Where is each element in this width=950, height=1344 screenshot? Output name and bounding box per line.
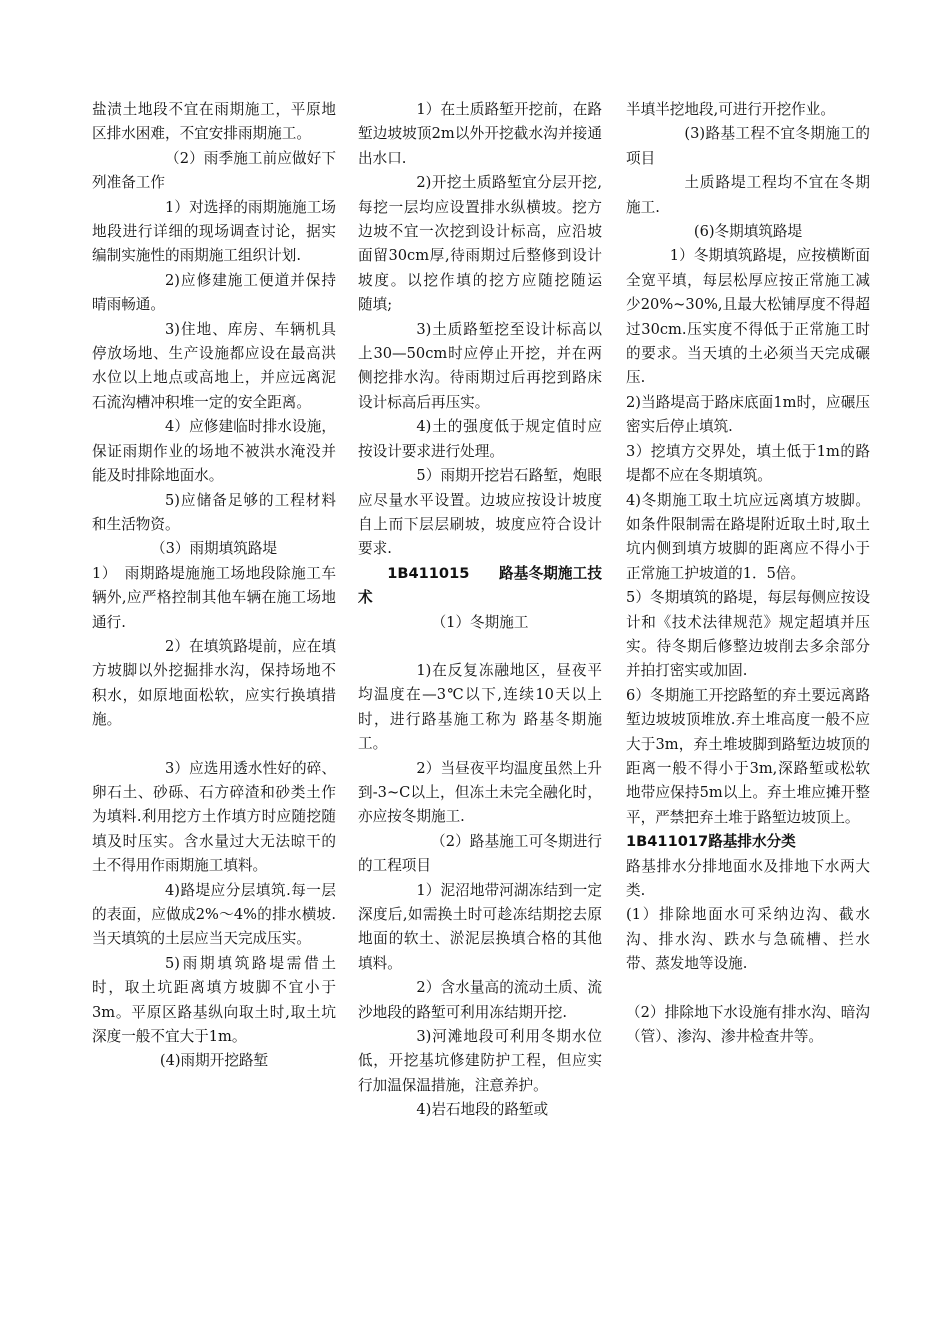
paragraph: 4)冬期施工取土坑应远离填方坡脚。如条件限制需在路堤附近取土时,取土坑内侧到填方坡脚的距离应不得小于正常施工护坡道的1．5倍。: [626, 491, 870, 582]
paragraph: (4)雨期开挖路堑: [159, 1052, 269, 1070]
paragraph: 4)土的强度低于规定值时应按设计要求进行处理。: [358, 418, 602, 460]
text-column-1: [92, 98, 336, 1074]
paragraph: （2）雨季施工前应做好下列准备工作: [92, 149, 336, 192]
section-heading: 1B411015 路基冬期施工技术: [358, 564, 602, 607]
paragraph: 4)岩石地段的路堑或: [416, 1101, 549, 1119]
paragraph: 1）在土质路堑开挖前，在路堑边坡坡顶2m以外开挖截水沟并接通出水口.: [358, 101, 602, 167]
paragraph: (6)冬期填筑路堤: [693, 223, 803, 241]
paragraph: 2)应修建施工便道并保持晴雨畅通。: [92, 271, 336, 314]
paragraph: 1）对选择的雨期施施工场地段进行详细的现场调查讨论，据实编制实施性的雨期施工组织计划.: [92, 198, 336, 265]
paragraph: （1）冬期施工: [431, 613, 529, 631]
paragraph: 1） 雨期路堤施施工场地段除施工车辆外,应严格控制其他车辆在施工场地通行.: [92, 564, 336, 631]
paragraph: 1）冬期填筑路堤，应按横断面全宽平填，每层松厚应按正常施工减少20%~30%,且最大松铺厚度不得超过30cm.压实度不得低于正常施工时的要求。当天填的土必须当天完成碾压.: [626, 247, 870, 387]
paragraph: 1）泥沼地带河湖冻结到一定深度后,如需换土时可趁冻结期挖去原地面的软土、淤泥层换填合格的其他填料。: [358, 881, 602, 972]
paragraph: 4）应修建临时排水设施，保证雨期作业的场地不被洪水淹没并能及时排除地面水。: [92, 418, 336, 485]
spacer: [626, 977, 870, 1001]
paragraph: 2）在填筑路堤前，应在填方坡脚以外挖掘排水沟，保持场地不积水，如原地面松软，应实行换填措施。: [92, 637, 336, 729]
paragraph: （3）雨期填筑路堤: [150, 540, 278, 558]
paragraph: 1)在反复冻融地区，昼夜平均温度在—3℃以下,连续10天以上时，进行路基施工称为 路基冬期施工。: [358, 661, 602, 753]
paragraph: 2）当昼夜平均温度虽然上升到-3~C以上，但冻土未完全融化时，亦应按冬期施工.: [358, 759, 602, 826]
spacer: [358, 635, 602, 659]
section-heading: 1B411017路基排水分类: [626, 833, 796, 851]
text-column-2: [358, 98, 617, 1123]
paragraph: 土质路堤工程均不宜在冬期施工.: [626, 174, 870, 216]
paragraph: (3)路基工程不宜冬期施工的项目: [626, 125, 870, 167]
paragraph: 3)河滩地段可利用冬期水位低，开挖基坑修建防护工程，但应实行加温保温措施，注意养护。: [358, 1028, 602, 1094]
paragraph: （2）路基施工可冬期进行的工程项目: [358, 832, 602, 875]
paragraph: 6）冬期施工开挖路堑的弃土要远离路堑边坡坡顶堆放.弃土堆高度一般不应大于3m，弃土堆坡脚到路堑边坡顶的距离一般不得小于3m,深路堑或松软地带应保持5m以上。弃土堆应摊开整平，严禁把弃土堆于路堑边坡顶上。: [626, 686, 870, 826]
paragraph: 3）挖填方交界处，填土低于1m的路堤都不应在冬期填筑。: [626, 442, 870, 485]
paragraph: 2)开挖土质路堑宜分层开挖,每挖一层均应设置排水纵横坡。挖方边坡不宜一次挖到设计标高，应沿坡面留30cm厚,待雨期过后整修到设计坡度。以挖作填的挖方应随挖随运 随填;: [358, 174, 617, 314]
paragraph: (1）排除地面水可采纳边沟、截水沟、排水沟、跌水与急硫槽、拦水带、蒸发地等设施.: [626, 906, 870, 973]
paragraph: 2)当路堤高于路床底面1m时，应碾压密实后停止填筑.: [626, 393, 870, 436]
paragraph: 2）含水量高的流动土质、流沙地段的路堑可利用冻结期开挖.: [358, 979, 602, 1021]
paragraph: 5)雨期填筑路堤需借土时，取土坑距离填方坡脚不宜小于3m。平原区路基纵向取土时,取土坑深度一般不宜大于1m。: [92, 954, 336, 1046]
paragraph: 3)土质路堑挖至设计标高以上30—50cm时应停止开挖，并在两侧挖排水沟。待雨期过后再挖到路床设计标高后再压实。: [358, 320, 602, 411]
spacer: [92, 733, 336, 757]
paragraph: 5）雨期开挖岩石路堑，炮眼应尽量水平设置。边坡应按设计坡度自上而下层层刷坡，坡度应符合设计要求.: [358, 467, 602, 558]
paragraph: 5)应储备足够的工程材料和生活物资。: [92, 491, 336, 533]
paragraph: 3)住地、库房、车辆机具停放场地、生产设施都应设在最高洪水位以上地点或高地上，并应远离泥石流沟槽冲积堆一定的安全距离。: [92, 320, 336, 411]
paragraph: 3）应选用透水性好的碎、卵石土、砂砾、石方碎渣和砂类土作为填料.利用挖方土作填方时应随挖随填及时压实。含水量过大无法晾干的土不得用作雨期施工填料。: [92, 759, 336, 875]
paragraph: 半填半挖地段,可进行开挖作业。: [626, 101, 835, 118]
paragraph: （2）排除地下水设施有排水沟、暗沟（管）、渗沟、渗井检查井等。: [626, 1003, 870, 1046]
paragraph: 盐渍土地段不宜在雨期施工，平原地区排水困难，不宜安排雨期施工。: [92, 101, 336, 143]
paragraph: 路基排水分排地面水及排地下水两大类.: [626, 857, 870, 899]
text-column-3: [626, 98, 870, 1049]
paragraph: 5）冬期填筑的路堤，每层每侧应按设计和《技术法律规范》规定超填并压实。待冬期后修整边坡削去多余部分并拍打密实或加固.: [626, 589, 870, 680]
paragraph: 4)路堤应分层填筑.每一层的表面，应做成2%～4%的排水横坡.当天填筑的土层应当天完成压实。: [92, 881, 336, 948]
